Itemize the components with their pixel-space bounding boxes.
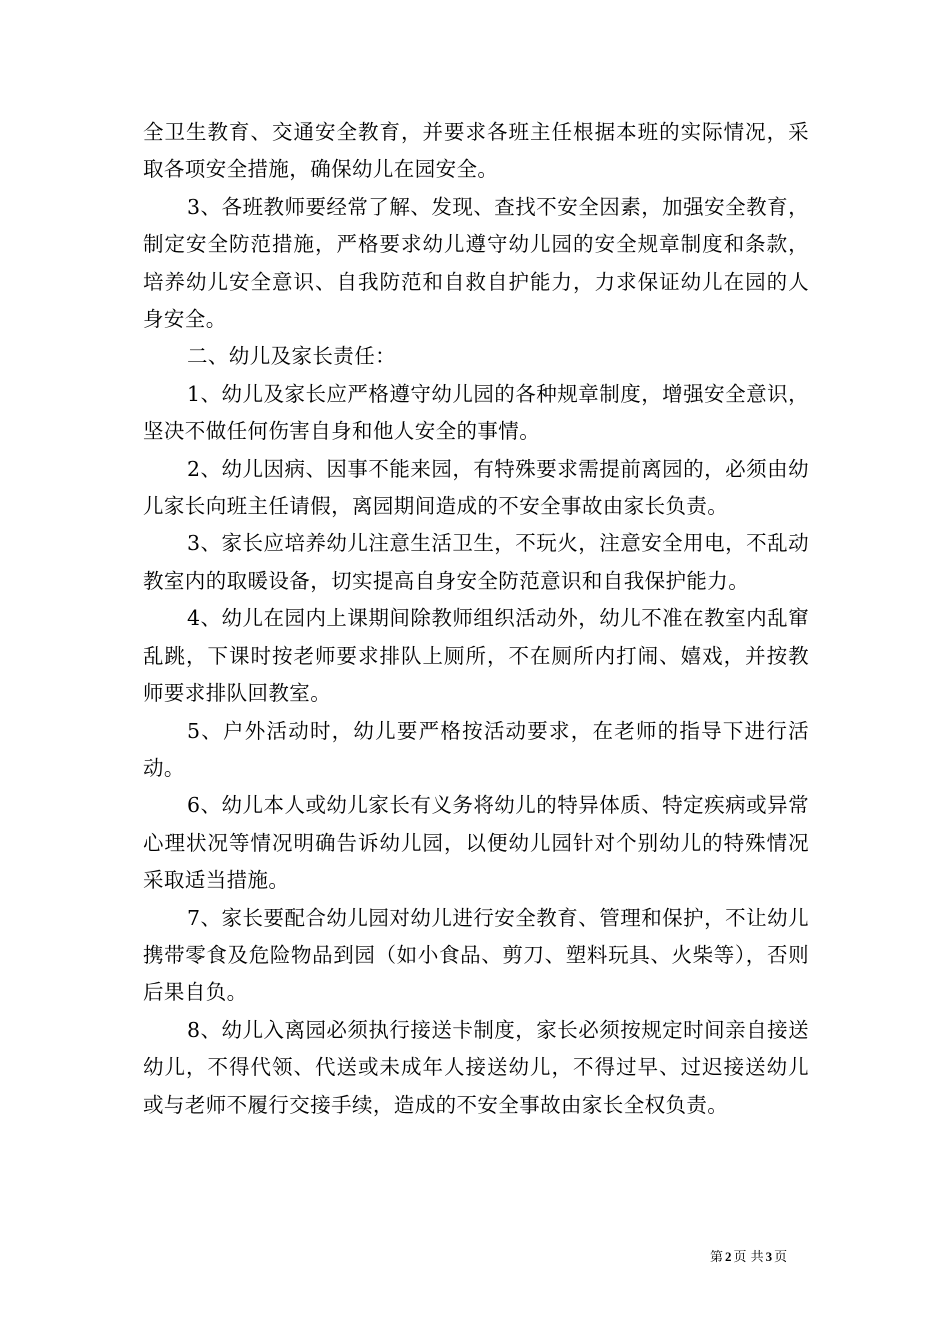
paragraph-item-8: 8、幼儿入离园必须执行接送卡制度，家长必须按规定时间亲自接送幼儿，不得代领、代送或未成年人接送幼儿，不得过早、过迟接送幼儿或与老师不履行交接手续，造成的不安全事故由家长全权负责。 (143, 1017, 809, 1117)
paragraph-item-1: 1、幼儿及家长应严格遵守幼儿园的各种规章制度，增强安全意识，坚决不做任何伤害自身和他人安全的事情。 (143, 381, 809, 444)
paragraph-item-7: 7、家长要配合幼儿园对幼儿进行安全教育、管理和保护，不让幼儿携带零食及危险物品到园（如小食品、剪刀、塑料玩具、火柴等），否则后果自负。 (143, 905, 809, 1005)
paragraph-item-5: 5、户外活动时，幼儿要严格按活动要求，在老师的指导下进行活动。 (143, 718, 809, 780)
section-heading-children-parents: 二、幼儿及家长责任： (187, 344, 396, 369)
footer-total-pages: 3 (765, 1249, 773, 1264)
paragraph-item-2: 2、幼儿因病、因事不能来园，有特殊要求需提前离园的，必须由幼儿家长向班主任请假，离园期间造成的不安全事故由家长负责。 (143, 456, 809, 519)
paragraph-item-3-teachers: 3、各班教师要经常了解、发现、查找不安全因素，加强安全教育，制定安全防范措施，严格要求幼儿遵守幼儿园的安全规章制度和条款，培养幼儿安全意识、自我防范和自救自护能力，力求保证幼儿在园的人身安全。 (143, 194, 809, 332)
paragraph-item-3: 3、家长应培养幼儿注意生活卫生，不玩火，注意安全用电，不乱动教室内的取暖设备，切实提高自身安全防范意识和自我保护能力。 (143, 531, 809, 593)
document-body (143, 114, 809, 1124)
paragraph-item-4: 4、幼儿在园内上课期间除教师组织活动外，幼儿不准在教室内乱窜乱跳，下课时按老师要求排队上厕所，不在厕所内打闹、嬉戏，并按教师要求排队回教室。 (143, 606, 809, 706)
paragraph-continuation: 全卫生教育、交通安全教育，并要求各班主任根据本班的实际情况，采取各项安全措施，确保幼儿在园安全。 (143, 120, 809, 182)
page-number-footer (710, 1249, 787, 1266)
footer-suffix: 页 (774, 1250, 788, 1265)
footer-current-page: 2 (725, 1249, 732, 1264)
paragraph-item-6: 6、幼儿本人或幼儿家长有义务将幼儿的特异体质、特定疾病或异常心理状况等情况明确告诉幼儿园，以便幼儿园针对个别幼儿的特殊情况采取适当措施。 (143, 793, 809, 893)
footer-middle: 页 共 (733, 1250, 764, 1265)
footer-prefix: 第 (710, 1250, 724, 1265)
